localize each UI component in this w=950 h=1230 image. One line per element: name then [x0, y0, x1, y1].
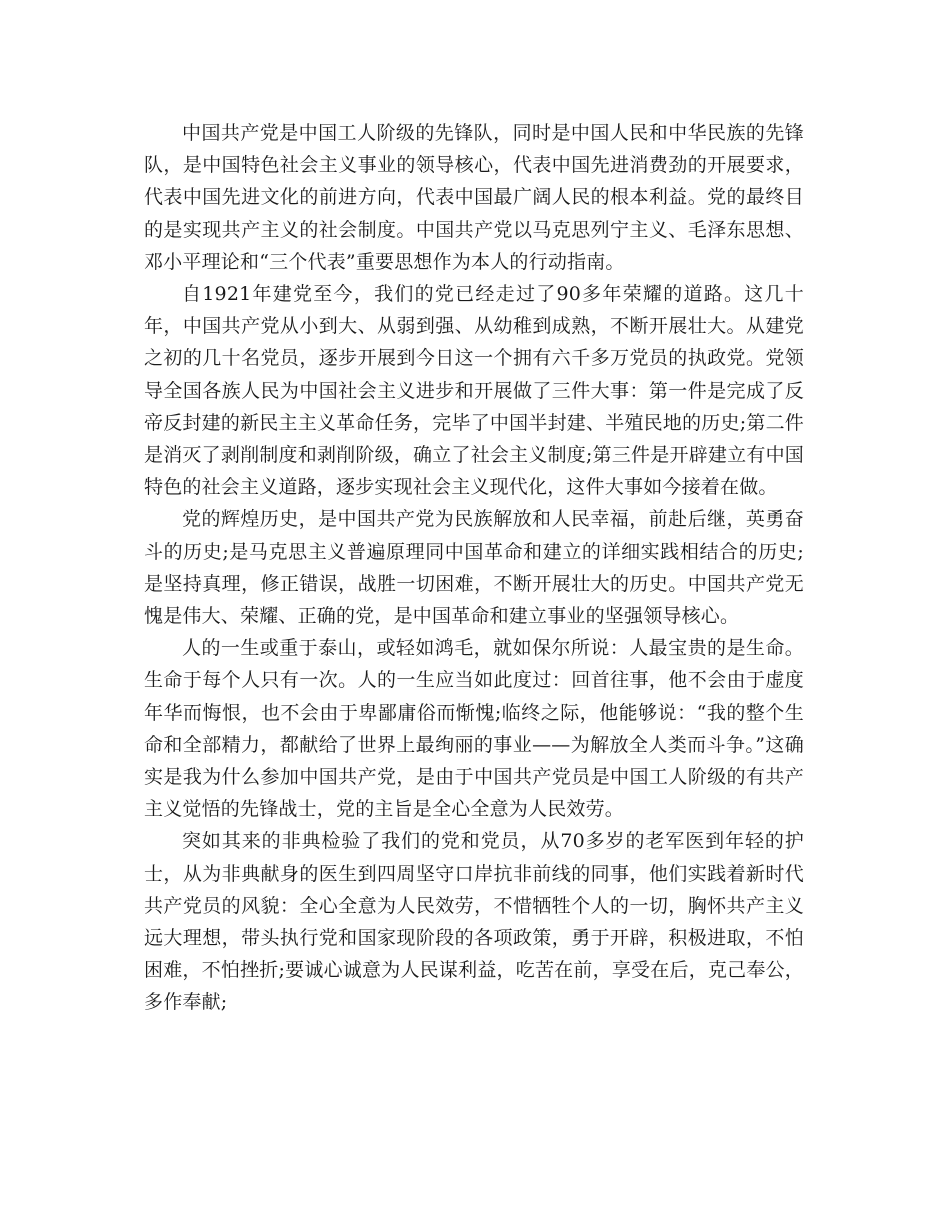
paragraph-sars-example: 突如其来的非典检验了我们的党和党员，从70多岁的老军医到年轻的护士，从为非典献身的医生到四周坚守口岸抗非前线的同事，他们实践着新时代共产党员的风貌：全心全意为人民效劳，不惜牺牲个人的一切，胸怀共产主义远大理想，带头执行党和国家现阶段的各项政策，勇于开辟，积极进取，不怕困难，不怕挫折;要诚心诚意为人民谋利益，吃苦在前，享受在后，克己奉公，多作奉献; — [144, 830, 804, 1014]
paragraph-party-history: 自1921年建党至今，我们的党已经走过了90多年荣耀的道路。这几十年，中国共产党从小到大、从弱到强、从幼稚到成熟，不断开展壮大。从建党之初的几十名党员，逐步开展到今日这一个拥有六千多万党员的执政党。党领导全国各族人民为中国社会主义进步和开展做了三件大事：第一件是完成了反帝反封建的新民主主义革命任务，完毕了中国半封建、半殖民地的历史;第二件是消灭了剥削制度和剥削阶级，确立了社会主义制度;第三件是开辟建立有中国特色的社会主义道路，逐步实现社会主义现代化，这件大事如今接着在做。 — [144, 283, 804, 499]
paragraph-glorious-history: 党的辉煌历史，是中国共产党为民族解放和人民幸福，前赴后继，英勇奋斗的历史;是马克思主义普遍原理同中国革命和建立的详细实践相结合的历史;是坚持真理，修正错误，战胜一切困难，不断开展壮大的历史。中国共产党无愧是伟大、荣耀、正确的党，是中国革命和建立事业的坚强领导核心。 — [144, 508, 804, 628]
paragraph-meaning-of-life: 人的一生或重于泰山，或轻如鸿毛，就如保尔所说：人最宝贵的是生命。生命于每个人只有一次。人的一生应当如此度过：回首往事，他不会由于虚度年华而悔恨，也不会由于卑鄙庸俗而惭愧;临终之际，他能够说：“我的整个生命和全部精力，都献给了世界上最绚丽的事业——为解放全人类而斗争。”这确实是我为什么参加中国共产党，是由于中国共产党员是中国工人阶级的有共产主义觉悟的先锋战士，党的主旨是全心全意为人民效劳。 — [144, 637, 804, 821]
document-body — [144, 117, 804, 1019]
paragraph-party-definition: 中国共产党是中国工人阶级的先锋队，同时是中国人民和中华民族的先锋队，是中国特色社会主义事业的领导核心，代表中国先进消费劲的开展要求，代表中国先进文化的前进方向，代表中国最广阔人民的根本利益。党的最终目的是实现共产主义的社会制度。中国共产党以马克思列宁主义、毛泽东思想、邓小平理论和“三个代表”重要思想作为本人的行动指南。 — [144, 122, 804, 273]
